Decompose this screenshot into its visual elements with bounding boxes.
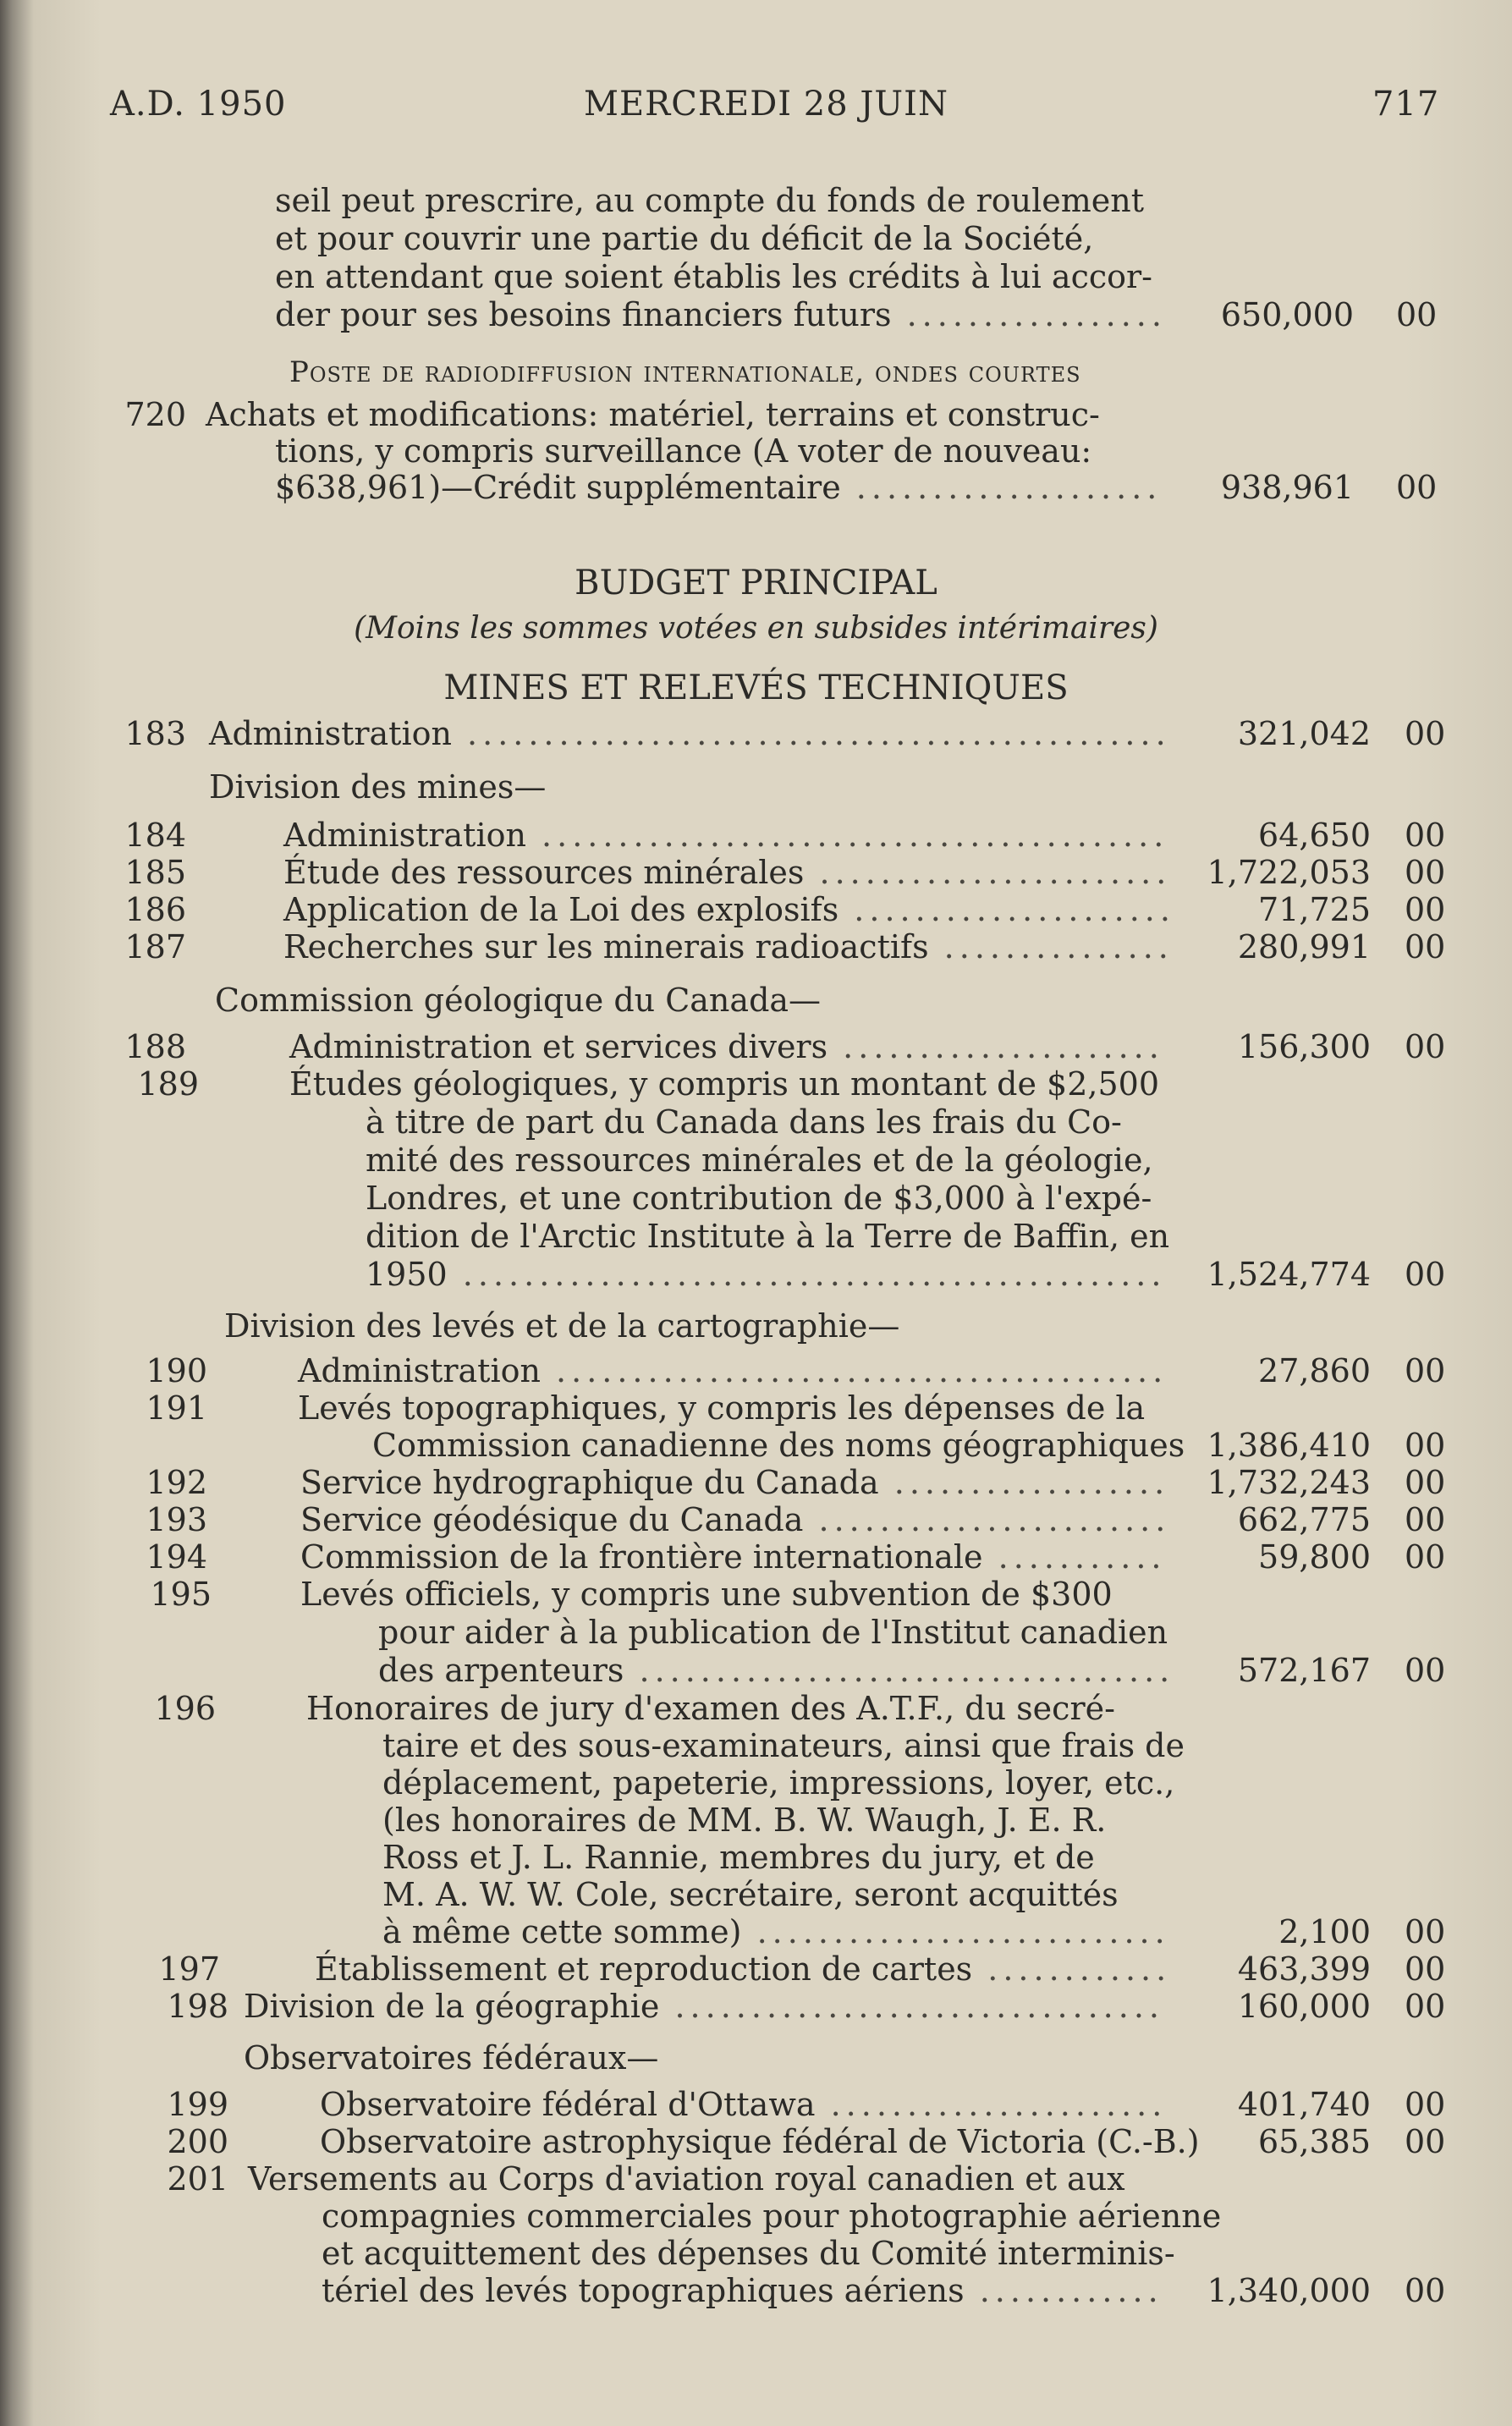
cents: 00 [1405,1652,1446,1689]
budget-subtitle: (Moins les sommes votées en subsides intérimaires) [354,611,1158,646]
text-fragment: Honoraires de jury d'examen des A.T.F., du secré- [306,1690,1115,1727]
leader-dots: .............................................. [451,715,1171,752]
text-line [366,1103,1122,1141]
leader-dots: ............ [964,2272,1163,2309]
text-fragment: Administration [209,715,452,752]
text-line: et pour couvrir une partie du déficit de la Société, [275,220,1094,257]
text-fragment: mité des ressources minérales et de la géologie, [366,1141,1153,1179]
text-fragment: à titre de part du Canada dans les frais du Co- [366,1103,1122,1141]
leader-dots: ................................ [659,1988,1165,2025]
amount: 1,386,410 [1207,1427,1371,1464]
leader-dots: .............................................. [447,1256,1167,1293]
text-line-with-leader [382,1913,1170,1950]
text-fragment: (les honoraires de MM. B. W. Waugh, J. E. R. [382,1802,1107,1839]
vote-number: 193 [146,1501,207,1538]
text-fragment: Levés topographiques, y compris les dépenses de la [298,1389,1146,1427]
vote-number: 199 [167,2086,228,2123]
cents: 00 [1396,469,1438,506]
amount: 27,860 [1258,1352,1371,1389]
section-title: MINES ET RELEVÉS TECHNIQUES [443,668,1069,707]
amount: 1,340,000 [1207,2272,1371,2309]
cents: 00 [1405,1538,1446,1576]
text-line: Achats et modifications: matériel, terrains et construc- [206,396,1100,433]
text-line-with-leader [366,1256,1166,1293]
amount: 401,740 [1237,2086,1371,2123]
text-fragment: Ross et J. L. Rannie, membres du jury, et de [382,1839,1095,1876]
subheading: Commission géologique du Canada— [215,982,822,1019]
text-line-with-leader [322,2272,1163,2309]
text-fragment: des arpenteurs [378,1652,624,1689]
vote-number: 720 [124,396,186,433]
text-fragment: pour aider à la publication de l'Institut canadien [378,1614,1168,1651]
leader-dots: ...................... [815,2086,1168,2123]
text-line-with-leader [298,1352,1168,1389]
vote-number: 195 [150,1576,212,1613]
text-line: en attendant que soient établis les crédits à lui accor- [275,258,1153,295]
subheading: Observatoires fédéraux— [244,2039,659,2077]
vote-number: 192 [146,1464,207,1501]
text-line [298,1389,1145,1427]
text-line: tions, y compris surveillance (A voter de nouveau: [275,432,1092,470]
cents: 00 [1405,1256,1446,1293]
budget-title: BUDGET PRINCIPAL [575,564,937,602]
text-fragment: dition de l'Arctic Institute à la Terre de Baffin, en [366,1218,1170,1255]
amount: 1,722,053 [1207,854,1371,891]
text-fragment: Établissement et reproduction de cartes [315,1950,973,1988]
text-line-with-leader [283,854,1171,891]
section-heading: Poste de radiodiffusion internationale, ondes courtes [289,355,1081,389]
vote-number: 185 [124,854,186,891]
cents: 00 [1405,2272,1446,2309]
text-fragment: Versements au Corps d'aviation royal canadien et aux [248,2160,1125,2198]
text-fragment: Levés officiels, y compris une subvention de $300 [300,1576,1113,1613]
text-fragment: Étude des ressources minérales [283,854,805,891]
amount: 65,385 [1258,2123,1371,2160]
vote-number: 198 [167,1988,228,2025]
text-fragment: tériel des levés topographiques aériens [322,2272,965,2309]
vote-number: 187 [124,928,186,965]
leader-dots: .................... [840,469,1163,506]
cents: 00 [1405,1352,1446,1389]
text-line [366,1180,1152,1217]
amount: 71,725 [1258,891,1371,928]
amount: 463,399 [1237,1950,1371,1988]
leader-dots: ............ [972,1950,1172,1988]
cents: 00 [1405,1501,1446,1538]
text-line [306,1690,1115,1727]
text-line-with-leader [289,1028,1164,1065]
text-line [378,1614,1168,1651]
amount: 938,961 [1220,469,1354,506]
cents: 00 [1405,2123,1446,2160]
leader-dots: ............... [928,928,1174,965]
leader-dots: ........................... [741,1913,1170,1950]
text-line [366,1218,1169,1255]
amount: 650,000 [1220,296,1354,333]
text-fragment: Administration et services divers [289,1028,828,1065]
amount: 280,991 [1237,928,1371,965]
vote-number: 188 [124,1028,186,1065]
leader-dots: ..................... [838,891,1175,928]
cents: 00 [1405,817,1446,854]
leader-dots: ..................... [827,1028,1164,1065]
vote-number: 190 [146,1352,207,1389]
vote-number: 191 [146,1389,207,1427]
text-fragment: Londres, et une contribution de $3,000 à l'expé- [366,1180,1152,1217]
amount: 321,042 [1237,715,1371,752]
text-line-with-leader [320,2086,1167,2123]
vote-number: 184 [124,817,186,854]
text-fragment: Recherches sur les minerais radioactifs [283,928,929,965]
leader-dots: ......................................... [525,817,1169,854]
leader-dots: ....................... [804,854,1172,891]
text-line [300,1576,1113,1613]
text-line-with-leader [209,715,1171,752]
text-fragment: Division de la géographie [244,1988,660,2025]
text-fragment: Commission de la frontière internationale [300,1538,983,1576]
text-fragment: taire et des sous-examinateurs, ainsi que frais de [382,1727,1185,1764]
amount: 662,775 [1237,1501,1371,1538]
vote-number: 201 [167,2160,228,2198]
subheading: Division des mines— [209,768,547,806]
text-line [322,2235,1175,2272]
cents: 00 [1405,1427,1446,1464]
amount: 59,800 [1258,1538,1371,1576]
text-line: seil peut prescrire, au compte du fonds de roulement [275,182,1144,219]
text-line-with-leader [300,1501,1170,1538]
amount: 160,000 [1237,1988,1371,2025]
leader-dots: ................. [891,296,1167,333]
text-line-with-leader [275,469,1162,506]
leader-dots: ........................................ [540,1352,1168,1389]
text-fragment: Administration [298,1352,541,1389]
cents: 00 [1405,715,1446,752]
text-line [382,1802,1106,1839]
cents: 00 [1405,1913,1446,1950]
amount: 1,732,243 [1207,1464,1371,1501]
text-fragment: à même cette somme) [382,1913,742,1950]
text-line-with-leader [320,2123,1200,2160]
header-year: A.D. 1950 [110,85,287,124]
text-fragment: Service géodésique du Canada [300,1501,804,1538]
text-fragment: Service hydrographique du Canada [300,1464,879,1501]
leader-dots: ........... [982,1538,1167,1576]
vote-number: 186 [124,891,186,928]
amount: 2,100 [1278,1913,1371,1950]
vote-number: 196 [154,1690,216,1727]
header-date: MERCREDI 28 JUIN [584,85,948,124]
text-line-with-leader [300,1538,1166,1576]
cents: 00 [1405,928,1446,965]
text-line-with-leader [372,1427,1185,1464]
cents: 00 [1405,1950,1446,1988]
amount: 1,524,774 [1207,1256,1371,1293]
cents: 00 [1396,296,1438,333]
cents: 00 [1405,1988,1446,2025]
text-fragment: déplacement, papeterie, impressions, loyer, etc., [382,1764,1175,1802]
text-fragment: Application de la Loi des explosifs [283,891,839,928]
text-line-with-leader [315,1950,1171,1988]
cents: 00 [1405,2086,1446,2123]
page-number: 717 [1372,85,1440,124]
text-line [382,1876,1119,1913]
leader-dots: ................................... [624,1652,1175,1689]
vote-number: 200 [167,2123,228,2160]
amount: 64,650 [1258,817,1371,854]
leader-dots: .................. [878,1464,1170,1501]
text-line [382,1764,1174,1802]
text-line-with-leader [283,817,1168,854]
text-line-with-leader [283,891,1175,928]
text-fragment: Observatoire astrophysique fédéral de Victoria (C.-B.) [320,2123,1200,2160]
amount: 572,167 [1237,1652,1371,1689]
subheading: Division des levés et de la cartographie— [224,1307,900,1345]
text-fragment: Études géologiques, y compris un montant de $2,500 [289,1065,1160,1103]
text-fragment: Observatoire fédéral d'Ottawa [320,2086,816,2123]
text-fragment: et acquittement des dépenses du Comité interminis- [322,2235,1175,2272]
text-line [366,1141,1153,1179]
text-line-with-leader [300,1464,1169,1501]
amount: 156,300 [1237,1028,1371,1065]
text-line [382,1727,1185,1764]
text-line [289,1065,1159,1103]
text-fragment: M. A. W. W. Cole, secrétaire, seront acquittés [382,1876,1119,1913]
cents: 00 [1405,854,1446,891]
text-line [248,2160,1125,2198]
cents: 00 [1405,891,1446,928]
cents: 00 [1405,1028,1446,1065]
text-line-with-leader [283,928,1174,965]
text-fragment: der pour ses besoins financiers futurs [275,296,892,333]
text-fragment: 1950 [366,1256,448,1293]
vote-number: 194 [146,1538,207,1576]
leader-dots: ....................... [803,1501,1171,1538]
text-fragment: $638,961)—Crédit supplémentaire [275,469,841,506]
text-line-with-leader [275,296,1167,333]
vote-number: 183 [124,715,186,752]
vote-number: 197 [158,1950,220,1988]
text-fragment: compagnies commerciales pour photographie aérienne [322,2198,1222,2235]
text-fragment: Commission canadienne des noms géographiques [372,1427,1185,1464]
text-line [322,2198,1221,2235]
text-line [382,1839,1095,1876]
text-fragment: Administration [283,817,526,854]
cents: 00 [1405,1464,1446,1501]
text-line-with-leader [378,1652,1174,1689]
text-line-with-leader [244,1988,1164,2025]
vote-number: 189 [137,1065,199,1103]
